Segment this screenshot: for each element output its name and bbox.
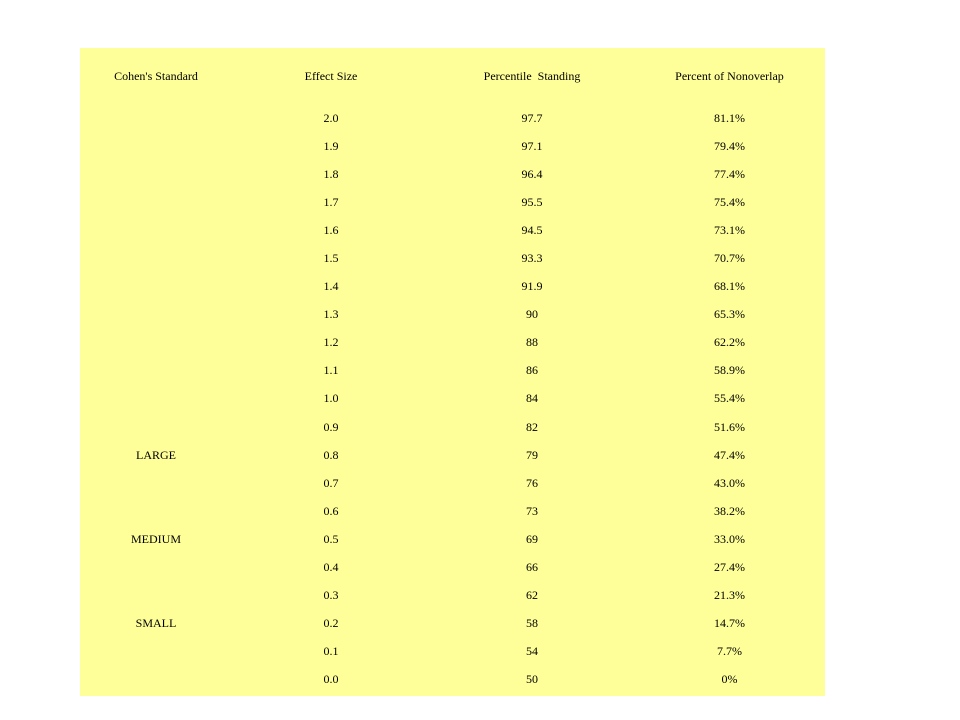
table-row bbox=[80, 188, 825, 216]
cell-percent-nonoverlap: 58.9% bbox=[714, 363, 745, 378]
cell-effect-size: 1.7 bbox=[323, 194, 339, 209]
cell-effect-size: 0.6 bbox=[323, 503, 339, 518]
cell-effect-size: 0.1 bbox=[323, 644, 339, 659]
header-percentile-standing: Percentile Standing bbox=[483, 68, 581, 83]
effect-size-table-panel bbox=[80, 48, 825, 696]
cell-percentile-standing: 58 bbox=[526, 616, 538, 631]
cell-cohens-standard bbox=[80, 469, 232, 497]
table-row bbox=[80, 385, 825, 413]
cell-percent-nonoverlap: 33.0% bbox=[714, 531, 745, 546]
cell-percent-nonoverlap: 14.7% bbox=[714, 616, 745, 631]
cell-effect-size: 2.0 bbox=[323, 110, 339, 125]
header-row bbox=[80, 48, 825, 104]
cell-cohens-standard bbox=[80, 188, 232, 216]
cell-effect-size: 1.1 bbox=[323, 363, 339, 378]
cell-cohens-standard bbox=[80, 216, 232, 244]
table-row bbox=[80, 554, 825, 582]
cell-cohens-standard bbox=[80, 638, 232, 666]
cell-percentile-standing: 97.7 bbox=[521, 110, 543, 125]
table-row bbox=[80, 244, 825, 272]
cell-percentile-standing: 82 bbox=[526, 419, 538, 434]
cell-cohens-standard bbox=[80, 329, 232, 357]
table-row bbox=[80, 441, 825, 469]
table-body bbox=[80, 104, 825, 694]
cell-cohens-standard bbox=[80, 160, 232, 188]
effect-size-table bbox=[80, 48, 825, 694]
cell-effect-size: 1.3 bbox=[323, 307, 339, 322]
table-row bbox=[80, 216, 825, 244]
cell-effect-size: 1.0 bbox=[323, 391, 339, 406]
cell-percent-nonoverlap: 70.7% bbox=[714, 251, 745, 266]
cell-percentile-standing: 93.3 bbox=[521, 251, 543, 266]
cell-percent-nonoverlap: 73.1% bbox=[714, 222, 745, 237]
cell-percent-nonoverlap: 21.3% bbox=[714, 588, 745, 603]
cell-percent-nonoverlap: 55.4% bbox=[714, 391, 745, 406]
cell-percent-nonoverlap: 38.2% bbox=[714, 503, 745, 518]
cell-cohens-standard bbox=[80, 413, 232, 441]
cell-effect-size: 1.6 bbox=[323, 222, 339, 237]
cell-cohens-standard bbox=[80, 301, 232, 329]
cell-effect-size: 1.8 bbox=[323, 166, 339, 181]
cell-cohens-standard bbox=[80, 104, 232, 132]
cell-percentile-standing: 96.4 bbox=[521, 166, 543, 181]
header-percent-nonoverlap: Percent of Nonoverlap bbox=[675, 68, 784, 83]
cell-percentile-standing: 76 bbox=[526, 475, 538, 490]
cell-percentile-standing: 69 bbox=[526, 531, 538, 546]
table-row bbox=[80, 610, 825, 638]
table-row bbox=[80, 582, 825, 610]
cell-percent-nonoverlap: 75.4% bbox=[714, 194, 745, 209]
cell-percent-nonoverlap: 68.1% bbox=[714, 279, 745, 294]
cell-cohens-standard bbox=[80, 582, 232, 610]
table-row bbox=[80, 104, 825, 132]
table-row bbox=[80, 301, 825, 329]
cell-percentile-standing: 94.5 bbox=[521, 222, 543, 237]
table-row bbox=[80, 666, 825, 694]
table-row bbox=[80, 160, 825, 188]
cell-percentile-standing: 91.9 bbox=[521, 279, 543, 294]
table-row bbox=[80, 497, 825, 525]
cell-effect-size: 1.2 bbox=[323, 335, 339, 350]
cell-cohens-standard bbox=[80, 666, 232, 694]
cell-percentile-standing: 50 bbox=[526, 672, 538, 687]
cell-percentile-standing: 66 bbox=[526, 560, 538, 575]
header-effect-size: Effect Size bbox=[304, 68, 358, 83]
cell-cohens-standard bbox=[80, 357, 232, 385]
cell-percentile-standing: 62 bbox=[526, 588, 538, 603]
cell-cohens-standard bbox=[80, 497, 232, 525]
cell-percent-nonoverlap: 81.1% bbox=[714, 110, 745, 125]
cell-effect-size: 0.3 bbox=[323, 588, 339, 603]
cell-cohens-standard: SMALL bbox=[135, 616, 177, 631]
cell-cohens-standard: MEDIUM bbox=[131, 531, 181, 546]
table-header bbox=[80, 48, 825, 104]
cell-effect-size: 0.5 bbox=[323, 531, 339, 546]
cell-percentile-standing: 88 bbox=[526, 335, 538, 350]
table-row bbox=[80, 469, 825, 497]
cell-percent-nonoverlap: 47.4% bbox=[714, 447, 745, 462]
cell-percentile-standing: 79 bbox=[526, 447, 538, 462]
cell-effect-size: 0.7 bbox=[323, 475, 339, 490]
cell-percent-nonoverlap: 0% bbox=[721, 672, 738, 687]
table-row bbox=[80, 638, 825, 666]
table-row bbox=[80, 132, 825, 160]
cell-percentile-standing: 84 bbox=[526, 391, 538, 406]
cell-effect-size: 0.4 bbox=[323, 560, 339, 575]
cell-cohens-standard bbox=[80, 554, 232, 582]
table-row bbox=[80, 357, 825, 385]
table-row bbox=[80, 525, 825, 553]
table-row bbox=[80, 413, 825, 441]
cell-percent-nonoverlap: 62.2% bbox=[714, 335, 745, 350]
table-row bbox=[80, 273, 825, 301]
cell-percentile-standing: 73 bbox=[526, 503, 538, 518]
cell-percent-nonoverlap: 7.7% bbox=[717, 644, 742, 659]
cell-effect-size: 0.8 bbox=[323, 447, 339, 462]
cell-percent-nonoverlap: 27.4% bbox=[714, 560, 745, 575]
cell-percent-nonoverlap: 79.4% bbox=[714, 138, 745, 153]
cell-percentile-standing: 97.1 bbox=[521, 138, 543, 153]
cell-cohens-standard bbox=[80, 273, 232, 301]
cell-percentile-standing: 54 bbox=[526, 644, 538, 659]
cell-percent-nonoverlap: 51.6% bbox=[714, 419, 745, 434]
cell-cohens-standard: LARGE bbox=[136, 447, 176, 462]
cell-percent-nonoverlap: 43.0% bbox=[714, 475, 745, 490]
cell-effect-size: 0.9 bbox=[323, 419, 339, 434]
header-cohens-standard: Cohen's Standard bbox=[114, 68, 198, 83]
cell-effect-size: 1.5 bbox=[323, 251, 339, 266]
cell-cohens-standard bbox=[80, 132, 232, 160]
cell-percent-nonoverlap: 65.3% bbox=[714, 307, 745, 322]
cell-cohens-standard bbox=[80, 385, 232, 413]
cell-percentile-standing: 95.5 bbox=[521, 194, 543, 209]
cell-percentile-standing: 86 bbox=[526, 363, 538, 378]
cell-cohens-standard bbox=[80, 244, 232, 272]
cell-percentile-standing: 90 bbox=[526, 307, 538, 322]
cell-effect-size: 1.4 bbox=[323, 279, 339, 294]
cell-effect-size: 1.9 bbox=[323, 138, 339, 153]
cell-effect-size: 0.2 bbox=[323, 616, 339, 631]
cell-effect-size: 0.0 bbox=[323, 672, 339, 687]
cell-percent-nonoverlap: 77.4% bbox=[714, 166, 745, 181]
table-row bbox=[80, 329, 825, 357]
